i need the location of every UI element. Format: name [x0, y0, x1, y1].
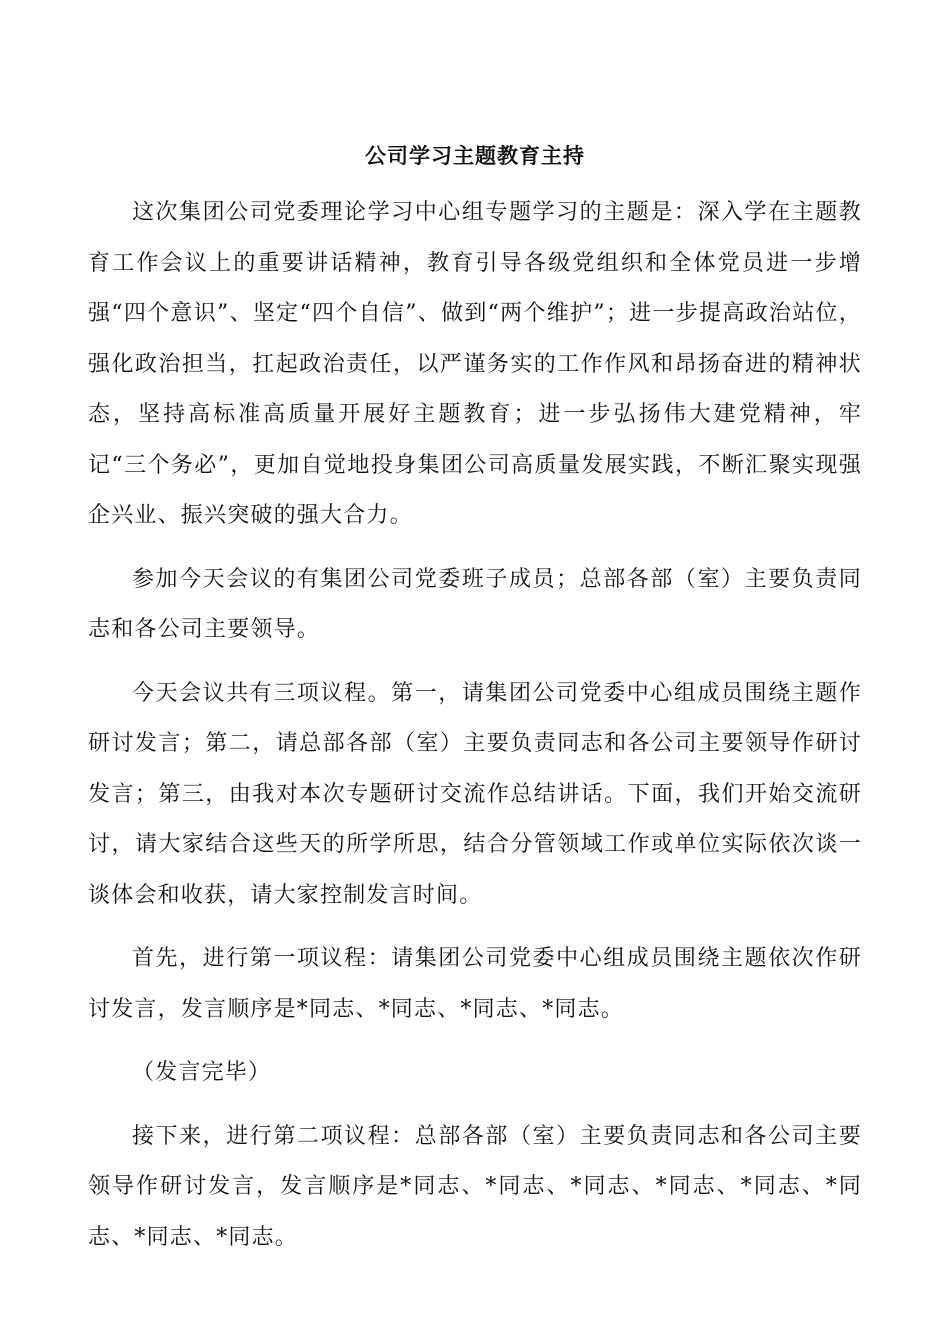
paragraph-attendees: 参加今天会议的有集团公司党委班子成员；总部各部（室）主要负责同志和各公司主要领导。	[88, 566, 862, 642]
document-page	[88, 136, 862, 1276]
paragraph-theme: 这次集团公司党委理论学习中心组专题学习的主题是：深入学在主题教育工作会议上的重要讲话精神，教育引导各级党组织和全体党员进一步增强“四个意识”、坚定“四个自信”、做到“两个维护”；进一步提高政治站位，强化政治担当，扛起政治责任，以严谨务实的工作作风和昂扬奋进的精神状态，坚持高标准高质量开展好主题教育；进一步弘扬伟大建党精神，牢记“三个务必”，更加自觉地投身集团公司高质量发展实践，不断汇聚实现强企兴业、振兴突破的强大合力。	[88, 200, 862, 528]
document-title: 公司学习主题教育主持	[365, 143, 585, 168]
paragraph-speech-finished: （发言完毕）	[132, 1060, 272, 1085]
paragraph-agenda: 今天会议共有三项议程。第一，请集团公司党委中心组成员围绕主题作研讨发言；第二，请总部各部（室）主要负责同志和各公司主要领导作研讨发言；第三，由我对本次专题研讨交流作总结讲话。下面，我们开始交流研讨，请大家结合这些天的所学所思，结合分管领域工作或单位实际依次谈一谈体会和收获，请大家控制发言时间。	[88, 680, 862, 908]
paragraph-second-item: 接下来，进行第二项议程：总部各部（室）主要负责同志和各公司主要领导作研讨发言，发言顺序是*同志、*同志、*同志、*同志、*同志、*同志、*同志、*同志。	[88, 1123, 862, 1250]
paragraph-first-item: 首先，进行第一项议程：请集团公司党委中心组成员围绕主题依次作研讨发言，发言顺序是*同志、*同志、*同志、*同志。	[88, 946, 862, 1022]
